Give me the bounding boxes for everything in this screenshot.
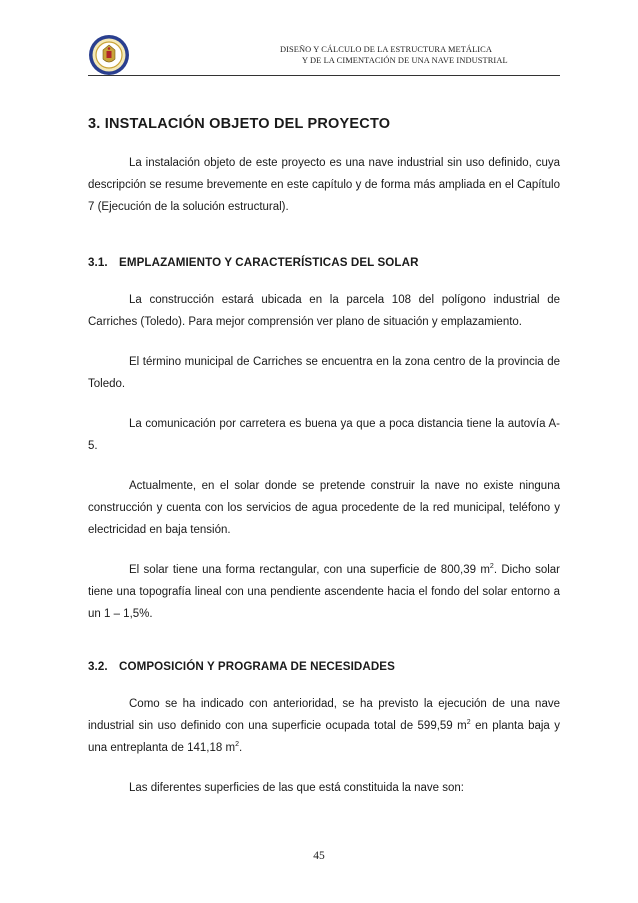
section-intro-paragraph: La instalación objeto de este proyecto es una nave industrial sin uso definido, cuya descripción se resume brevemente en este capítulo y de forma más ampliada en el Capítulo 7 (Ejecución de la solución estructural). (88, 157, 560, 213)
subsection-3-1-heading (88, 256, 560, 269)
program-text-b: en planta baja y una entreplanta de 141,18 m (88, 719, 560, 754)
university-seal-icon (88, 34, 130, 76)
page-number: 45 (313, 850, 325, 862)
section-title: 3. INSTALACIÓN OBJETO DEL PROYECTO (88, 116, 391, 132)
program-text-a: Como se ha indicado con anterioridad, se ha previsto la ejecución de una nave industrial sin uso definido con una superficie ocupada total de 599,59 m (88, 698, 560, 732)
municipality-paragraph: El término municipal de Carriches se encuentra en la zona centro de la provincia de Toledo. (88, 356, 560, 390)
plot-text-a: El solar tiene una forma rectangular, con una superficie de 800,39 m (129, 564, 490, 576)
road-access-paragraph: La comunicación por carretera es buena ya que a poca distancia tiene la autovía A-5. (88, 418, 560, 452)
running-header-line2: Y DE LA CIMENTACIÓN DE UNA NAVE INDUSTRIAL (302, 56, 508, 65)
location-paragraph: La construcción estará ubicada en la parcela 108 del polígono industrial de Carriches (Toledo). Para mejor comprensión ver plano de situación y emplazamiento. (88, 294, 560, 328)
subsection-3-2-title: COMPOSICIÓN Y PROGRAMA DE NECESIDADES (119, 660, 395, 673)
running-header-line1: DISEÑO Y CÁLCULO DE LA ESTRUCTURA METÁLICA (280, 45, 493, 54)
program-superscript-2: 2 (235, 740, 239, 748)
subsection-3-1-number: 3.1. (88, 256, 108, 269)
subsection-3-1-title: EMPLAZAMIENTO Y CARACTERÍSTICAS DEL SOLAR (119, 256, 419, 269)
surfaces-intro-paragraph: Las diferentes superficies de las que está constituida la nave son: (129, 782, 464, 794)
plot-shape-paragraph (88, 560, 560, 625)
program-paragraph (88, 694, 560, 759)
subsection-3-2-number: 3.2. (88, 660, 108, 673)
plot-superscript: 2 (489, 563, 494, 570)
subsection-3-2-heading (88, 660, 560, 673)
header-divider (88, 75, 560, 76)
program-superscript-1: 2 (466, 718, 471, 726)
plot-text-b: . Dicho solar tiene una topografía lineal con una pendiente ascendente hacia el fondo del solar entorno a un 1 – 1,5%. (88, 564, 560, 620)
services-paragraph: Actualmente, en el solar donde se pretende construir la nave no existe ninguna construcción y cuenta con los servicios de agua procedente de la red municipal, teléfono y electricidad en baja tensión. (88, 480, 560, 536)
program-text-c: . (238, 741, 243, 754)
running-header (280, 44, 560, 66)
